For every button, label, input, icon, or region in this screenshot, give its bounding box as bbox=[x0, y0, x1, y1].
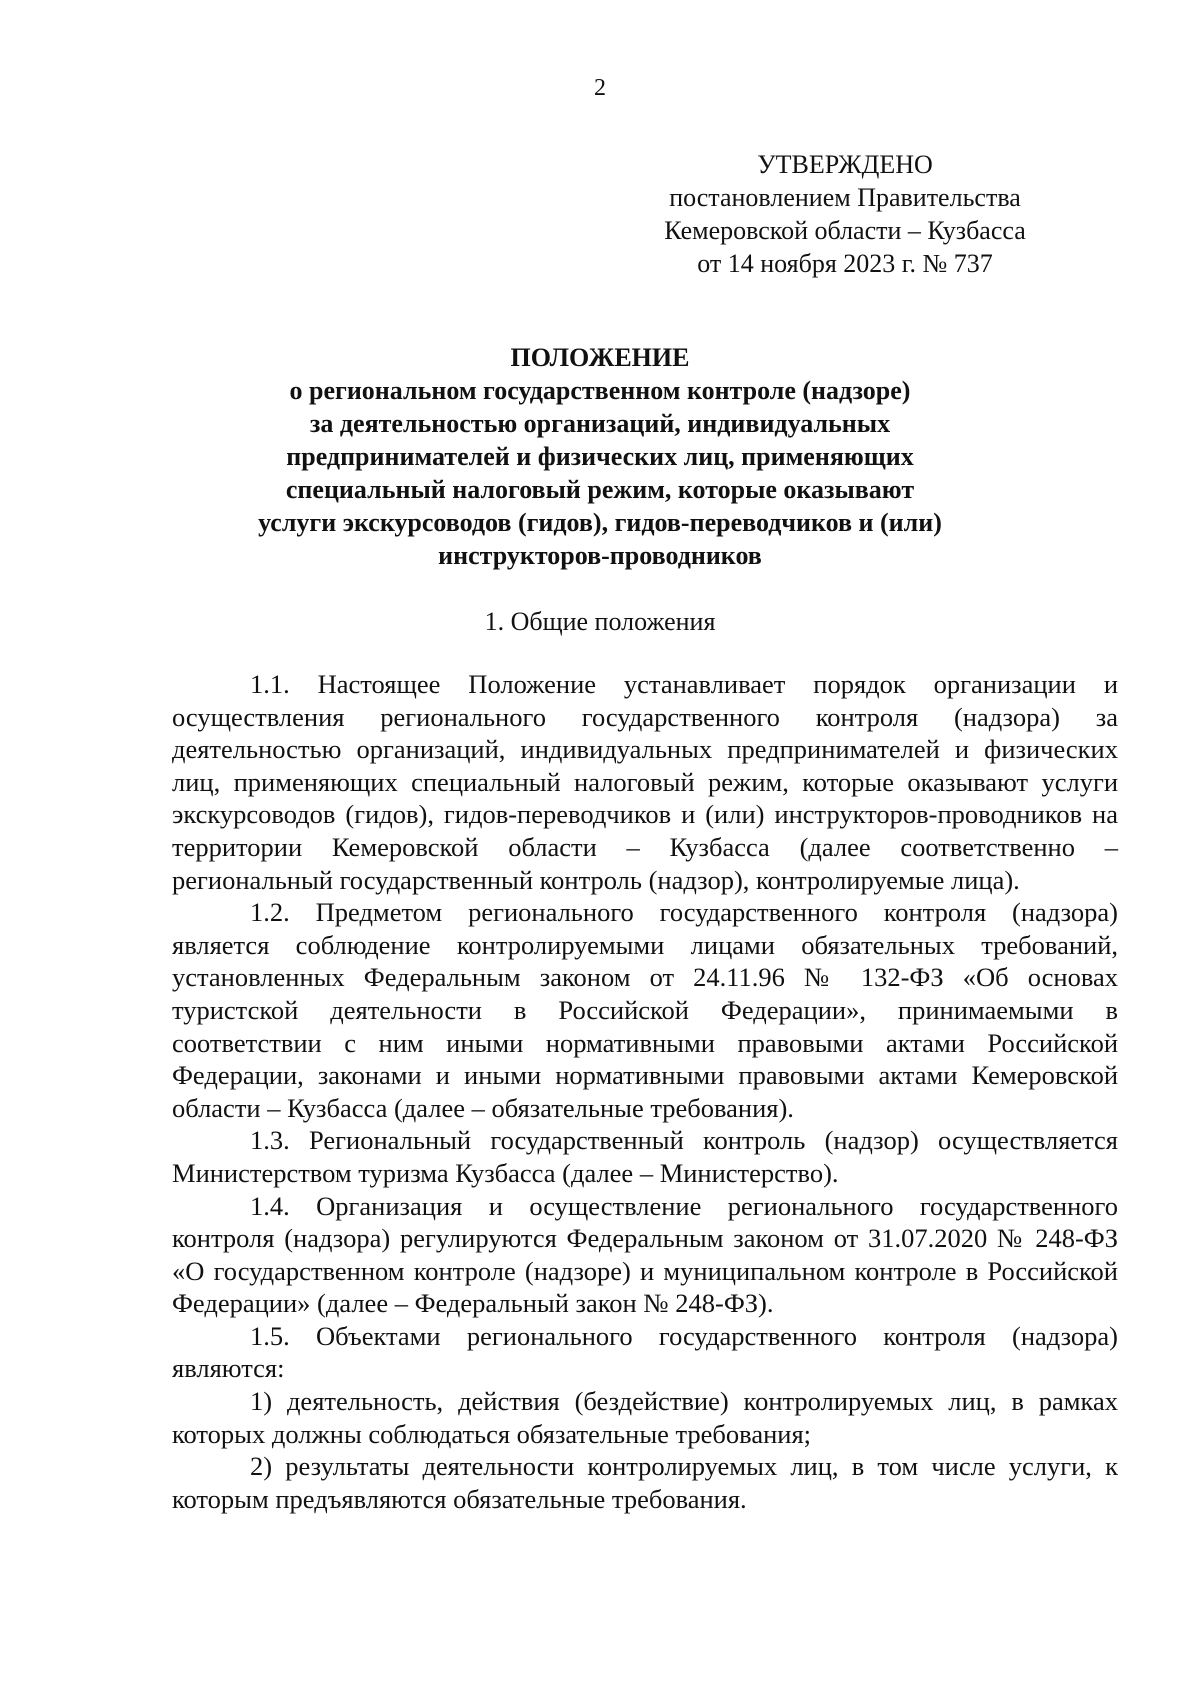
paragraph-1-4: 1.4. Организация и осуществление регионального государственного контроля (надзора) регулируются Федеральным законом от 31.07.2020 № 248-ФЗ «О государственном контроле (надзоре) и муниципальном контроле в Российской Федерации» (далее – Федеральный закон № 248-ФЗ). bbox=[172, 1190, 1118, 1319]
paragraph-1-3: 1.3. Региональный государственный контроль (надзор) осуществляется Министерством туризма Кузбасса (далее – Министерство). bbox=[172, 1125, 1118, 1188]
title-line: услуги экскурсоводов (гидов), гидов-переводчиков и (или) bbox=[258, 508, 942, 537]
page-number: 2 bbox=[594, 75, 606, 101]
paragraph-1-2: 1.2. Предметом регионального государственного контроля (надзора) является соблюдение контролируемыми лицами обязательных требований, установленных Федеральным законом от 24.11.96 № 132-ФЗ «Об основах туристской деятельности в Российской Федерации», принимаемыми в соответствии с ним иными нормативными правовыми актами Российской Федерации, законами и иными нормативными правовыми актами Кемеровской области – Кузбасса (далее – обязательные требования). bbox=[172, 897, 1118, 1123]
title-line: специальный налоговый режим, которые оказывают bbox=[285, 475, 915, 504]
approval-issuer: постановлением Правительства bbox=[669, 183, 1021, 212]
paragraph-1-1: 1.1. Настоящее Положение устанавливает порядок организации и осуществления регионального государственного контроля (надзора) за деятельностью организаций, индивидуальных предпринимателей и физических лиц, применяющих специальный налоговый режим, которые оказывают услуги экскурсоводов (гидов), гидов-переводчиков и (или) инструкторов-проводников на территории Кемеровской области – Кузбасса (далее соответственно – региональный государственный контроль (надзор), контролируемые лица). bbox=[172, 669, 1118, 895]
section-heading: 1. Общие положения bbox=[484, 607, 716, 636]
approval-stamp: УТВЕРЖДЕНО bbox=[757, 150, 933, 179]
list-item-1: 1) деятельность, действия (бездействие) контролируемых лиц, в рамках которых должны соблюдаться обязательные требования; bbox=[172, 1386, 1118, 1449]
approval-date: от 14 ноября 2023 г. № 737 bbox=[697, 249, 993, 278]
title-line: предпринимателей и физических лиц, применяющих bbox=[286, 442, 914, 471]
paragraph-1-5: 1.5. Объектами регионального государственного контроля (надзора) являются: bbox=[172, 1320, 1118, 1384]
list-item-2: 2) результаты деятельности контролируемых лиц, в том числе услуги, к которым предъявляются обязательные требования. bbox=[172, 1451, 1118, 1514]
title-line: о региональном государственном контроле (надзоре) bbox=[289, 376, 911, 405]
title-line: за деятельностью организаций, индивидуальных bbox=[309, 409, 891, 438]
approval-block bbox=[655, 148, 1035, 280]
approval-region: Кемеровской области – Кузбасса bbox=[664, 216, 1026, 245]
section-body bbox=[172, 668, 1118, 1515]
document-title bbox=[0, 341, 1200, 572]
title-line: инструкторов-проводников bbox=[438, 541, 762, 570]
title-heading: ПОЛОЖЕНИЕ bbox=[510, 343, 690, 372]
